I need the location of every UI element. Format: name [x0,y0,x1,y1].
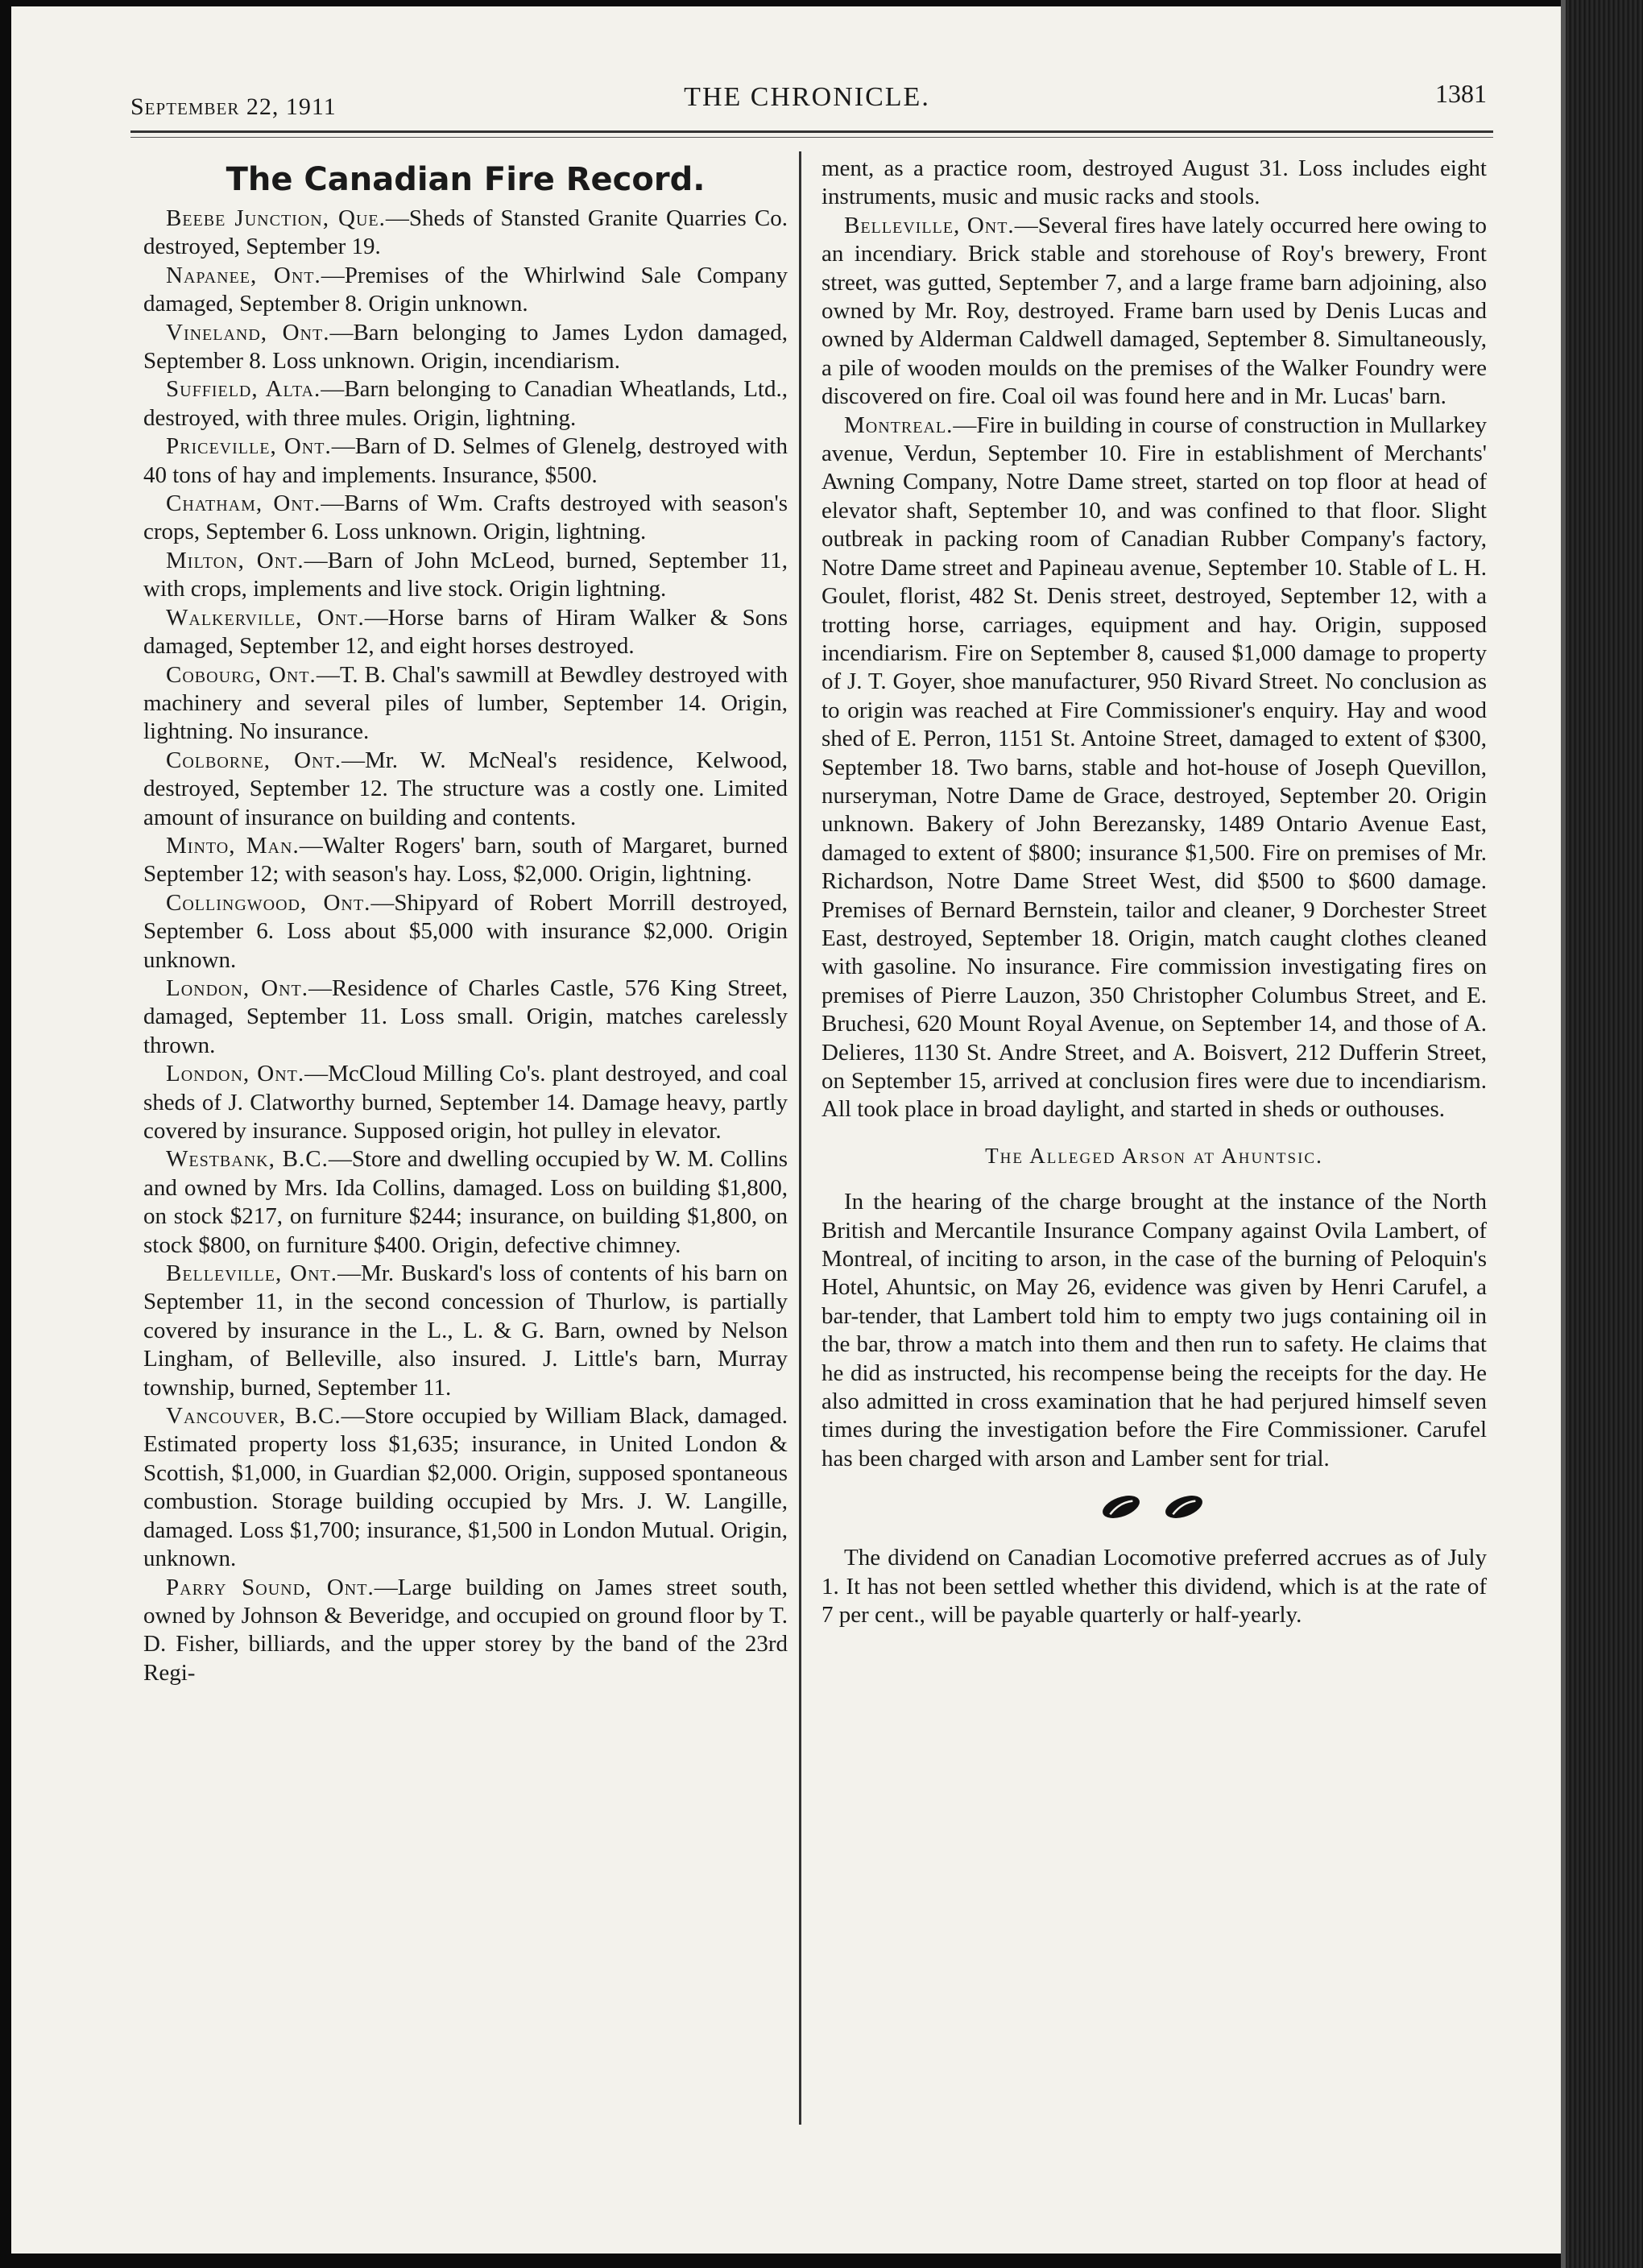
page-number: 1381 [1435,79,1487,108]
header-title: THE CHRONICLE. [684,82,930,112]
entry-text: —Premises of the Whirlwind Sale Company damaged, September 8. Origin unknown. [143,262,788,317]
column-divider [799,151,801,2125]
fire-entry [143,262,788,319]
entry-text: —Store and dwelling occupied by W. M. Collins and owned by Mrs. Ida Collins, damaged. Loss on building $1,800, on stock $217, on furniture $244; insurance, on building $1,800, on stock $800, on furniture $400. Origin, defective chimney. [143,1146,788,1258]
fire-entry [143,205,788,262]
fire-entry [143,1574,788,1688]
fire-entry [143,1260,788,1402]
entry-place: Vineland, Ont. [166,319,330,346]
fire-entry [143,975,788,1060]
fire-entry [143,1060,788,1145]
leaf-ornament-icon [822,1491,1487,1526]
entry-place: London, Ont. [166,975,309,1001]
fire-entry [143,319,788,376]
fire-entry [143,832,788,889]
entry-place: Milton, Ont. [166,547,304,573]
entry-place: Napanee, Ont. [166,262,321,288]
entry-text: —Barns of Wm. Crafts destroyed with season's crops, September 6. Loss unknown. Origin, lightning. [143,490,788,545]
continued-entry: ment, as a practice room, destroyed August 31. Loss includes eight instruments, music and music racks and stools. [822,155,1487,210]
entry-text: —Barn of D. Selmes of Glenelg, destroyed with 40 tons of hay and implements. Insurance, $500. [143,433,788,488]
fire-entry [143,547,788,604]
header-rule-thin [130,137,1493,138]
fire-entry [143,889,788,975]
entry-text: —Shipyard of Robert Morrill destroyed, September 6. Loss about $5,000 with insurance $2,000. Origin unknown. [143,889,788,973]
section-title: The Canadian Fire Record. [226,161,706,198]
page-content [121,74,1493,2144]
entry-text: —Sheds of Stansted Granite Quarries Co. destroyed, September 19. [143,205,788,260]
fire-record-list [143,205,788,1687]
left-column [143,155,788,1687]
entry-text: —Barn of John McLeod, burned, September 11, with crops, implements and live stock. Origin lightning. [143,547,788,602]
entry-text: —Several fires have lately occurred here owing to an incendiary. Brick stable and storehouse of Roy's brewery, Front street, was gutted, September 7, and a large frame barn adjoining, also owned by Mr. Roy, destroyed. Frame barn used by Denis Lucas and owned by Alderman Caldwell damaged, September 8. Simultaneously, a pile of wooden moulds on the premises of the Walker Foundry were discovered on fire. Coal oil was found here and in Mr. Lucas' barn. [822,212,1487,410]
entry-text: —T. B. Chal's sawmill at Bewdley destroyed with machinery and several piles of lumber, September 14. Origin, lightning. No insurance. [143,661,788,745]
entry-text: —Mr. Buskard's loss of contents of his barn on September 11, in the second concession of Thurlow, is partially covered by insurance in the L., L. & G. Barn, owned by Nelson Lingham, of Belleville, also insured. J. Little's barn, Murray township, burned, September 11. [143,1260,788,1401]
fire-entry [143,432,788,490]
arson-heading: The Alleged Arson at Ahuntsic. [985,1143,1323,1168]
entry-place: Chatham, Ont. [166,490,321,517]
leaf-ornament-icon [1094,1491,1215,1523]
entry-text: —Fire in building in course of construction in Mullarkey avenue, Verdun, September 10. Fire in establishment of Merchants' Awning Company, Notre Dame street, started on top floor at head of elevator shaft, September 10, and was confined to that floor. Slight outbreak in packing room of Canadian Rubber Company's factory, Notre Dame street and Papineau avenue, September 10. Stable of L. H. Goulet, florist, 482 St. Denis street, destroyed, September 12, with a trotting horse, carriages, equipment and hay. Origin, supposed incendiarism. Fire on September 8, caused $1,000 damage to property of J. T. Goyer, shoe manufacturer, 950 Rivard Street. No conclusion as to origin was reached at Fire Commissioner's enquiry. Hay and wood shed of E. Perron, 1151 St. Antoine Street, damaged to extent of $300, September 18. Two barns, stable and hot-house of Joseph Quevillon, nurseryman, Notre Dame de Grace, destroyed, September 20. Origin unknown. Bakery of John Berezansky, 1489 Ontario Avenue East, damaged to extent of $800; insurance $1,500. Fire on premises of Mr. Richardson, Notre Dame Street West, did $500 to $600 damage. Premises of Bernard Bernstein, tailor and cleaner, 9 Dorchester Street East, destroyed, September 18. Origin, match caught clothes cleaned with gasoline. No insurance. Fire commission investigating fires on premises of Pierre Lauzon, 350 Christopher Columbus Street, and E. Bruchesi, 620 Mount Royal Avenue, on September 14, and those of A. Delieres, 1130 St. Andre Street, and A. Boisvert, 212 Dufferin Street, on September 15, arrived at conclusion fires were due to incendiarism. All took place in broad daylight, and started in sheds or outhouses. [822,412,1487,1123]
entry-place: Belleville, Ont. [844,212,1015,238]
entry-place: Suffield, Alta. [166,376,321,403]
fire-entry [822,212,1487,412]
entry-place: Collingwood, Ont. [166,889,371,916]
header-rule [130,130,1493,133]
entry-place: Montreal. [844,412,954,438]
entry-text: —McCloud Milling Co's. plant destroyed, and coal sheds of J. Clatworthy burned, September 14. Damage heavy, partly covered by insurance. Supposed origin, hot pulley in elevator. [143,1061,788,1144]
entry-place: Priceville, Ont. [166,433,332,460]
entry-place: London, Ont. [166,1061,305,1087]
entry-place: Parry Sound, Ont. [166,1574,375,1600]
fire-entry [143,661,788,747]
entry-text: —Large building on James street south, owned by Johnson & Beveridge, and occupied on ground floor by T. D. Fisher, billiards, and the upper storey by the band of the 23rd Regi- [143,1574,788,1686]
entry-text: —Mr. W. McNeal's residence, Kelwood, destroyed, September 12. The structure was a costly one. Limited amount of insurance on building and contents. [143,747,788,830]
fire-entry [822,412,1487,1124]
right-column [822,155,1487,1630]
header-date: September 22, 1911 [130,93,337,120]
entry-text: —Barn belonging to Canadian Wheatlands, Ltd., destroyed, with three mules. Origin, lightning. [143,376,788,431]
fire-entry [143,604,788,661]
book-edge [1566,0,1643,2268]
entry-text: —Residence of Charles Castle, 576 King Street, damaged, September 11. Loss small. Origin, matches carelessly thrown. [143,975,788,1058]
fire-entry [143,375,788,432]
newspaper-page [11,6,1566,2254]
fire-entry [143,747,788,832]
entry-place: Cobourg, Ont. [166,661,317,688]
entry-place: Minto, Man. [166,832,300,859]
entry-place: Vancouver, B.C. [166,1403,341,1430]
entry-text: —Walter Rogers' barn, south of Margaret, burned September 12; with season's hay. Loss, $2,000. Origin, lightning. [143,832,788,888]
fire-entry [143,490,788,547]
fire-entry [143,1402,788,1573]
entry-text: —Horse barns of Hiram Walker & Sons damaged, September 12, and eight horses destroyed. [143,604,788,660]
entry-place: Colborne, Ont. [166,747,341,773]
fire-record-list-continued [822,212,1487,1124]
arson-article: In the hearing of the charge brought at the instance of the North British and Mercantile Insurance Company against Ovila Lambert, of Montreal, of inciting to arson, in the case of the burning of Peloquin's Hotel, Ahuntsic, on May 26, evidence was given by Henri Carufel, a bar-tender, that Lambert told him to empty two jugs containing oil in the bar, throw a match into them and then run to safety. He claims that he did as instructed, his recompense being the receipts for the day. He also admitted in cross examination that he had perjured himself seven times during the investigation before the Fire Commissioner. Carufel has been charged with arson and Lamber sent for trial. [822,1189,1487,1471]
entry-text: —Barn belonging to James Lydon damaged, September 8. Loss unknown. Origin, incendiarism. [143,319,788,375]
fire-entry [143,1145,788,1260]
entry-text: —Store occupied by William Black, damaged. Estimated property loss $1,635; insurance, in United London & Scottish, $1,000, in Guardian $2,000. Origin, supposed spontaneous combustion. Storage building occupied by Mrs. J. W. Langille, damaged. Loss $1,700; insurance, $1,500 in London Mutual. Origin, unknown. [143,1403,788,1572]
dividend-note: The dividend on Canadian Locomotive preferred accrues as of July 1. It has not been settled whether this dividend, which is at the rate of 7 per cent., will be payable quarterly or half-yearly. [822,1545,1487,1629]
page-header [121,74,1493,130]
entry-place: Walkerville, Ont. [166,604,365,631]
entry-place: Belleville, Ont. [166,1260,337,1287]
entry-place: Beebe Junction, Que. [166,205,386,231]
entry-place: Westbank, B.C. [166,1146,329,1173]
